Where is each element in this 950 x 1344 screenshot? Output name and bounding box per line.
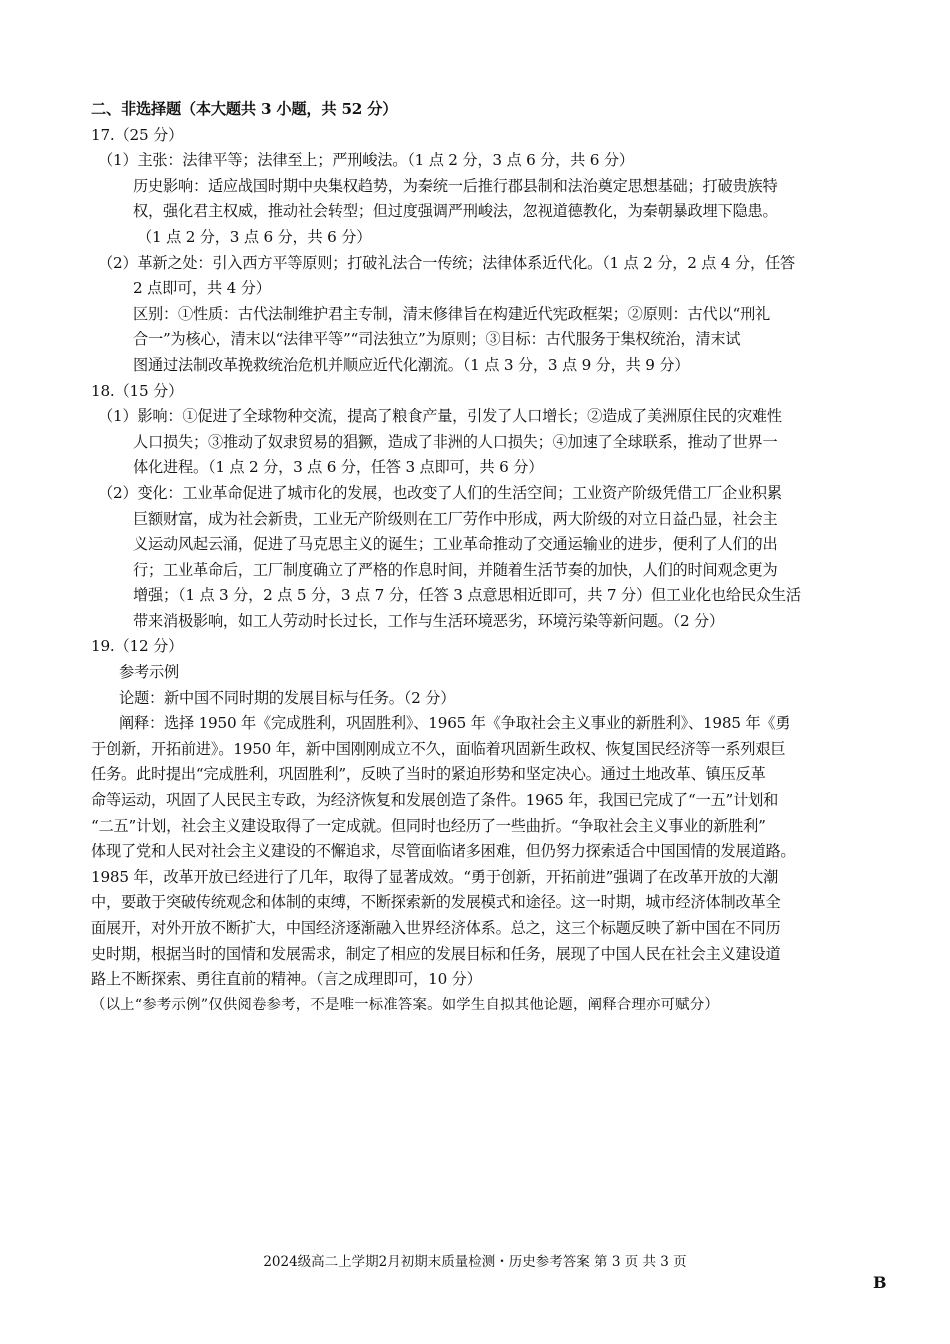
page-footer: 2024级高二上学期2月初期末质量检测・历史参考答案 第 3 页 共 3 页 — [263, 1254, 687, 1270]
q19-essay-line: 任务。此时提出“完成胜利，巩固胜利”，反映了当时的紧迫形势和坚定决心。通过土地改革、镇压反革 — [91, 765, 766, 784]
q18-part2-line: 巨额财富，成为社会新贵，工业无产阶级则在工厂劳作中形成，两大阶级的对立日益凸显，社会主 — [133, 509, 778, 528]
q18-part2-line: 增强；（1 点 3 分，2 点 5 分，3 点 7 分，任答 3 点意思相近即可，共 7 分）但工业化也给民众生活 — [133, 586, 801, 605]
q17-part2-line: （2）革新之处：引入西方平等原则；打破礼法合一传统；法律体系近代化。（1 点 2 分，2 点 4 分，任答 — [98, 253, 795, 272]
q18-part1-line: （1）影响：①促进了全球物种交流，提高了粮食产量，引发了人口增长；②造成了美洲原住民的灾难性 — [98, 407, 782, 426]
q17-part2-line: 合一”为核心，清末以“法律平等”“司法独立”为原则；③目标：古代服务于集权统治，清末试 — [133, 330, 741, 349]
q19-essay-line: “二五”计划，社会主义建设取得了一定成就。但同时也经历了一些曲折。“争取社会主义事业的新胜利” — [91, 816, 766, 835]
q19-topic: 论题：新中国不同时期的发展目标与任务。（2 分） — [119, 688, 456, 707]
q19-essay-line: 中，要敢于突破传统观念和体制的束缚，不断探索新的发展模式和途径。这一时期，城市经济体制改革全 — [91, 893, 781, 912]
q19-example-label: 参考示例 — [119, 663, 179, 682]
q18-part2-line: （2）变化：工业革命促进了城市化的发展，也改变了人们的生活空间；工业资产阶级凭借工厂企业积累 — [98, 483, 782, 502]
q18-part2-line: 带来消极影响，如工人劳动时长过长，工作与生活环境恶劣，环境污染等新问题。（2 分） — [133, 611, 725, 630]
q18-part1-line: 体化进程。（1 点 2 分，3 点 6 分，任答 3 点即可，共 6 分） — [133, 458, 544, 477]
q18-part2-line: 义运动风起云涌，促进了马克思主义的诞生；工业革命推动了交通运输业的进步，便利了人们的出 — [133, 535, 778, 554]
q19-essay-line: 于创新，开拓前进》。1950 年，新中国刚刚成立不久，面临着巩固新生政权、恢复国民经济等一系列艰巨 — [91, 739, 786, 758]
section-title: 二、非选择题（本大题共 3 小题，共 52 分） — [91, 100, 398, 118]
q17-part1-line: 权，强化君主权威，推动社会转型；但过度强调严刑峻法，忽视道德教化，为秦朝暴政埋下隐患。 — [133, 202, 778, 221]
q19-essay-line: 体现了党和人民对社会主义建设的不懈追求，尽管面临诸多困难，但仍努力探索适合中国国情的发展道路。 — [91, 842, 796, 861]
q17-part1-line: （1 点 2 分，3 点 6 分，共 6 分） — [137, 227, 372, 246]
q18-part2-line: 行；工业革命后，工厂制度确立了严格的作息时间，并随着生活节奏的加快，人们的时间观念更为 — [133, 560, 778, 579]
q19-essay-line: 命等运动，巩固了人民民主专政，为经济恢复和发展创造了条件。1965 年，我国已完成了“一五”计划和 — [91, 791, 779, 810]
q17-header: 17.（25 分） — [91, 125, 184, 144]
q19-essay-line: 路上不断探索、勇往直前的精神。（言之成理即可，10 分） — [91, 970, 482, 989]
q19-essay-line: 阐释：选择 1950 年《完成胜利，巩固胜利》、1965 年《争取社会主义事业的新胜利》、1985 年《勇 — [119, 714, 791, 733]
answer-content — [91, 97, 861, 1018]
q19-header: 19.（12 分） — [91, 637, 184, 656]
q17-part2-line: 区别：①性质：古代法制维护君主专制，清末修律旨在构建近代宪政框架；②原则：古代以“刑礼 — [133, 304, 771, 323]
scoring-note: （以上“参考示例”仅供阅卷参考，不是唯一标准答案。如学生自拟其他论题，阐释合理亦可赋分） — [91, 996, 719, 1013]
q17-part2-line: 2 点即可，共 4 分） — [133, 279, 271, 298]
q19-essay-line: 面展开，对外开放不断扩大，中国经济逐渐融入世界经济体系。总之，这三个标题反映了新中国在不同历 — [91, 919, 781, 937]
paper-version-mark: B — [873, 1273, 887, 1292]
q19-essay-line: 史时期，根据当时的国情和发展需求，制定了相应的发展目标和任务，展现了中国人民在社会主义建设道 — [91, 944, 781, 963]
q19-essay-line: 1985 年，改革开放已经进行了几年，取得了显著成效。“勇于创新，开拓前进”强调了在改革开放的大潮 — [91, 867, 779, 886]
q18-part1-line: 人口损失；③推动了奴隶贸易的猖獗，造成了非洲的人口损失；④加速了全球联系，推动了世界一 — [133, 432, 778, 451]
q17-part1-line: 历史影响：适应战国时期中央集权趋势，为秦统一后推行郡县制和法治奠定思想基础；打破贵族特 — [133, 176, 778, 195]
q17-part2-line: 图通过法制改革挽救统治危机并顺应近代化潮流。（1 点 3 分，3 点 9 分，共 9 分） — [133, 355, 690, 374]
q18-header: 18.（15 分） — [91, 381, 184, 400]
q17-part1-line: （1）主张：法律平等；法律至上；严刑峻法。（1 点 2 分，3 点 6 分，共 6 分） — [98, 151, 634, 170]
